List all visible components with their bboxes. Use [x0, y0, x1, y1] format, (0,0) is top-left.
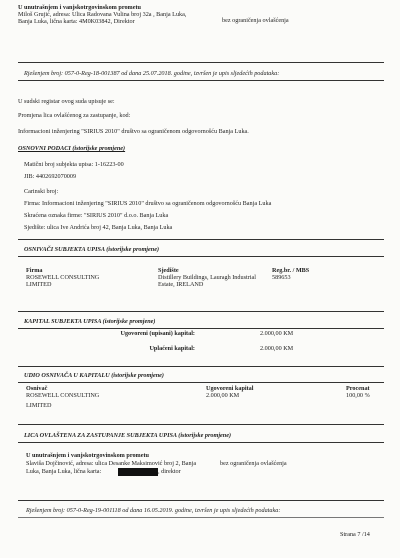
basic-customs: Carinski broj:	[24, 188, 59, 195]
authorized-line1: Slaviša Dojčinović, adresa: ulica Desanke Maksimović broj 2, Banja	[26, 460, 197, 467]
divider	[18, 328, 384, 329]
capital-contracted-value: 2.000,00 KM	[260, 330, 294, 337]
divider	[18, 239, 384, 240]
share-heading: UDIO OSNIVAČA U KAPITALU (istorijske promjene)	[24, 372, 164, 379]
header-line2: Banja Luka, lična karta: 4M0K03842, Direktor	[18, 18, 135, 25]
founders-firm-l1: ROSEWELL CONSULTING	[26, 274, 100, 281]
divider	[18, 442, 384, 443]
authorized-title: U unutrašnjem i vanjskotrgovinskom prometu	[26, 452, 149, 459]
divider	[18, 382, 384, 383]
founders-seat-l1: Distillery Buildings, Lauragh Industrial	[158, 274, 256, 281]
basic-seat: Sjedište: ulica Ive Andrića broj 42, Banja Luka, Banja Luka	[24, 224, 173, 231]
divider	[18, 517, 384, 518]
divider	[18, 256, 384, 257]
registry-intro: U sudski registar ovog suda upisuje se:	[18, 98, 115, 105]
decision-2: Rješenjem broj: 057-0-Reg-19-001118 od dana 16.05.2019. godine, izvršen je upis sljedećih podataka:	[26, 507, 281, 514]
share-col-founder: Osnivač	[26, 385, 48, 392]
founders-reg: 589653	[272, 274, 291, 281]
divider	[18, 500, 384, 501]
founders-col-firm: Firma	[26, 267, 43, 274]
basic-heading: OSNOVNI PODACI (istorijske promjene)	[18, 145, 126, 152]
share-founder-l1: ROSEWELL CONSULTING	[26, 392, 100, 399]
authorized-line2: Luka, Banja Luka, lična karta:	[26, 468, 102, 475]
founders-seat-l2: Estate, IRELAND	[158, 281, 204, 288]
decision-1: Rješenjem broj: 057-0-Reg-18-001387 od dana 25.07.2018. godine, izvršen je upis sljedećih podataka:	[24, 70, 280, 77]
divider	[18, 366, 384, 367]
header-line1-right: bez ograničenja ovlašćenja	[222, 17, 289, 24]
divider	[18, 424, 384, 425]
basic-short: Skraćena oznaka firme: "SIRIUS 2010" d.o.o. Banja Luka	[24, 212, 169, 219]
founders-heading: OSNIVAČI SUBJEKTA UPISA (istorijske promjene)	[24, 246, 160, 253]
capital-contracted-label: Ugovoreni (upisani) kapital:	[120, 330, 195, 337]
share-pct: 100,00 %	[346, 392, 370, 399]
share-col-pct: Procenat	[346, 385, 370, 392]
capital-paid-value: 2.000,00 KM	[260, 345, 294, 352]
header-title: U unutrašnjem i vanjskotrgovinskom prometu	[18, 4, 141, 11]
founders-col-seat: Sjedište	[158, 267, 179, 274]
registry-change: Promjena lica ovlašćenog za zastupanje, kod:	[18, 112, 131, 119]
basic-reg-no: Matični broj subjekta upisa: 1-16223-00	[24, 161, 124, 168]
share-capital: 2.000,00 KM	[206, 392, 240, 399]
divider	[18, 80, 384, 81]
share-col-capital: Ugovoreni kapital	[206, 385, 254, 392]
redaction-bar	[118, 468, 158, 476]
capital-paid-label: Uplaćeni kapital:	[149, 345, 195, 352]
basic-firm: Firma: Informacioni inženjering "SIRIUS 2010" društvo sa ograničenom odgovornošću Banja Luka	[24, 200, 272, 207]
registry-company: Informacioni inženjering "SIRIUS 2010" društvo sa ograničenom odgovornošću Banja Luka.	[18, 128, 249, 135]
page-number: Strana 7 /14	[340, 531, 370, 538]
divider	[18, 311, 384, 312]
divider	[18, 62, 384, 63]
founders-firm-l2: LIMITED	[26, 281, 52, 288]
header-line1: Miloš Grujić, adresa: Ulica Radovana Vulina broj 32a , Banja Luka,	[18, 11, 187, 18]
authorized-heading: LICA OVLAŠTENA ZA ZASTUPANJE SUBJEKTA UPISA (istorijske promjene)	[24, 432, 232, 439]
basic-jib: JIB: 4402692070009	[24, 173, 77, 180]
authorized-line1-right: bez ograničenja ovlašćenja	[220, 460, 287, 467]
capital-heading: KAPITAL SUBJEKTA UPISA (istorijske promjene)	[24, 318, 156, 325]
founders-col-reg: Reg.br. / MBS	[272, 267, 310, 274]
share-founder-l2: LIMITED	[26, 402, 52, 409]
authorized-line2-end: , direktor	[158, 468, 181, 475]
